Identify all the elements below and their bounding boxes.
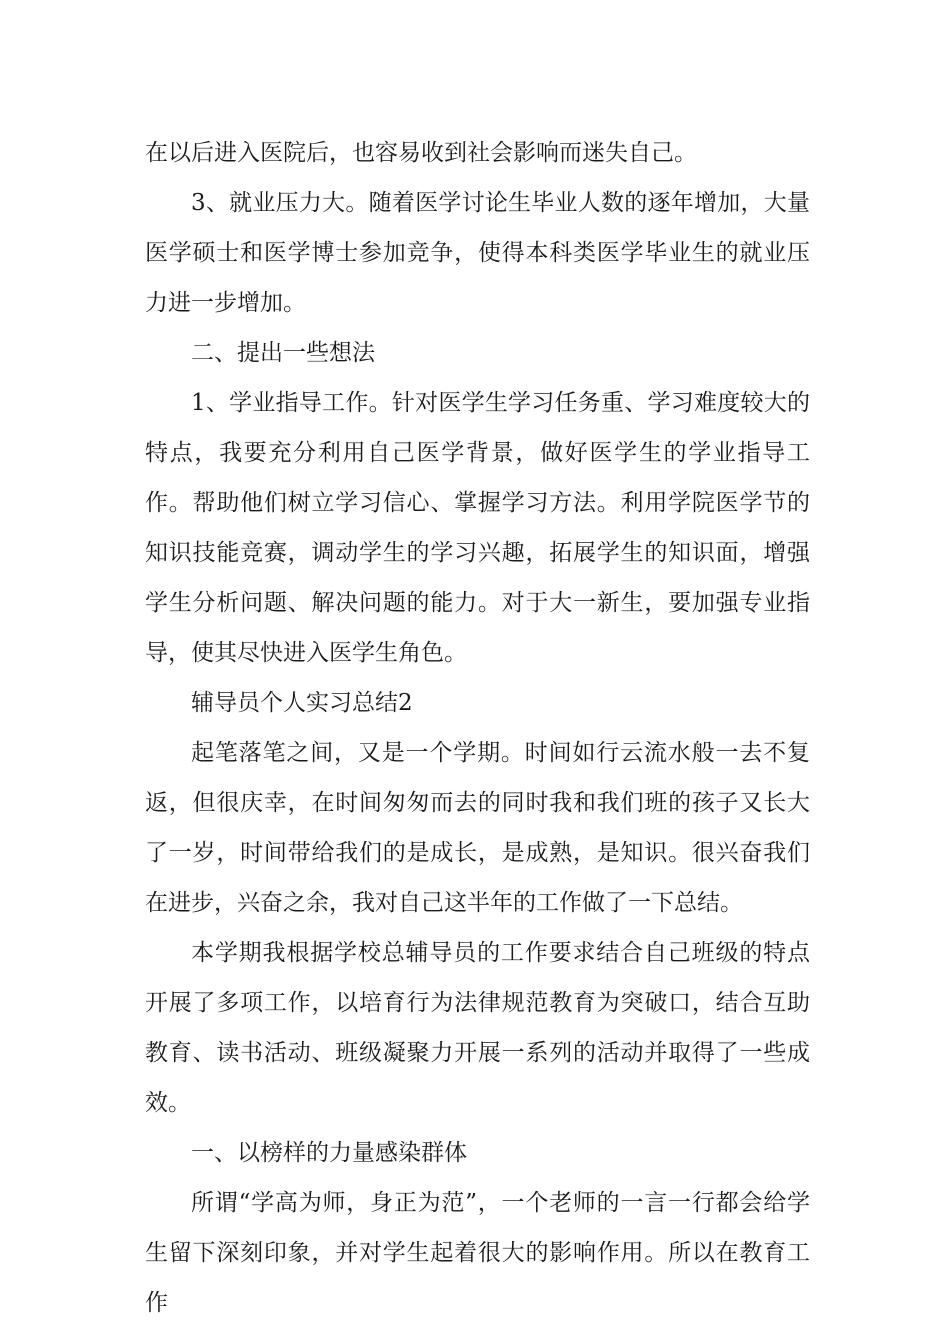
document-body bbox=[145, 128, 810, 1328]
paragraph-employment-pressure: 3、就业压力大。随着医学讨论生毕业人数的逐年增加，大量医学硕士和医学博士参加竞争，使得本科类医学毕业生的就业压力进一步增加。 bbox=[145, 190, 810, 316]
paragraph-intro: 起笔落笔之间，又是一个学期。时间如行云流水般一去不复返，但很庆幸，在时间匆匆而去的同时我和我们班的孩子又长大了一岁，时间带给我们的是成长，是成熟，是知识。很兴奋我们在进步，兴奋之余，我对自己这半年的工作做了一下总结。 bbox=[145, 740, 810, 916]
paragraph-academic-guidance: 1、学业指导工作。针对医学生学习任务重、学习难度较大的特点，我要充分利用自己医学背景，做好医学生的学业指导工作。帮助他们树立学习信心、掌握学习方法。利用学院医学节的知识技能竞赛，调动学生的学习兴趣，拓展学生的知识面，增强学生分析问题、解决问题的能力。对于大一新生，要加强专业指导，使其尽快进入医学生角色。 bbox=[145, 390, 810, 666]
paragraph-semester-work: 本学期我根据学校总辅导员的工作要求结合自己班级的特点开展了多项工作，以培育行为法律规范教育为突破口，结合互助教育、读书活动、班级凝聚力开展一系列的活动并取得了一些成效。 bbox=[145, 940, 810, 1116]
paragraph-continuation: 在以后进入医院后，也容易收到社会影响而迷失自己。 bbox=[145, 140, 697, 166]
document-title: 辅导员个人实习总结2 bbox=[191, 690, 413, 716]
section-heading-ideas: 二、提出一些想法 bbox=[191, 340, 375, 366]
paragraph-role-model: 所谓“学高为师，身正为范”，一个老师的一言一行都会给学生留下深刻印象，并对学生起着很大的影响作用。所以在教育工作 bbox=[145, 1190, 810, 1316]
section-heading-role-model: 一、以榜样的力量感染群体 bbox=[191, 1140, 467, 1166]
